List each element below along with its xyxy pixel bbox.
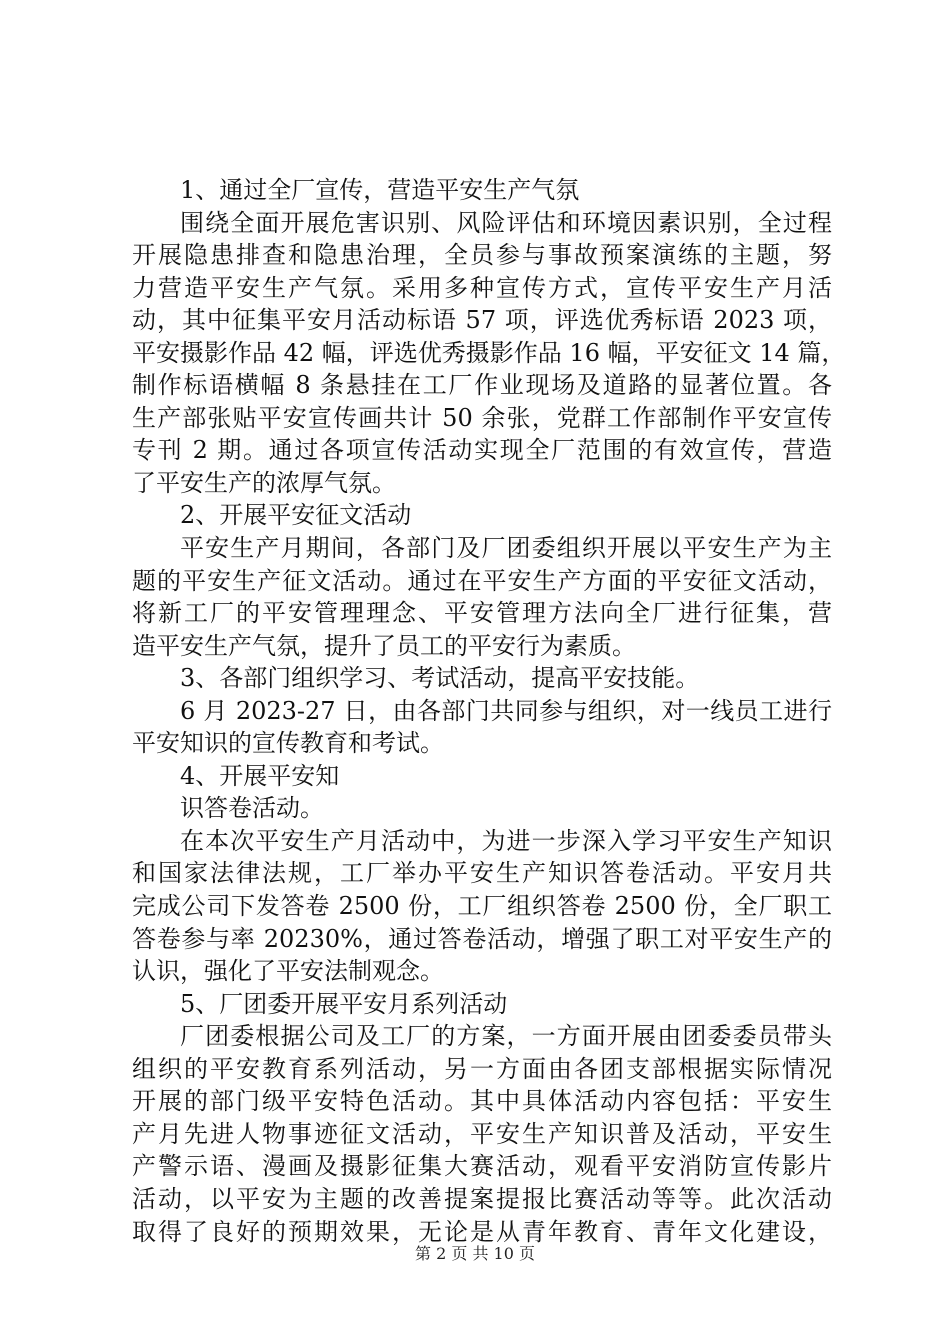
text-line: 产月先进人物事迹征文活动，平安生产知识普及活动，平安生 — [132, 1119, 832, 1148]
text-line: 完成公司下发答卷 2500 份，工厂组织答卷 2500 份，全厂职工 — [132, 892, 832, 921]
text-line: 6 月 2023-27 日，由各部门共同参与组织，对一线员工进行 — [180, 696, 832, 725]
text-line: 力营造平安生产气氛。采用多种宣传方式，宣传平安生产月活 — [132, 273, 832, 302]
text-line: 平安摄影作品 42 幅，评选优秀摄影作品 16 幅，平安征文 14 篇， — [132, 338, 846, 367]
text-line: 平安知识的宣传教育和考试。 — [132, 729, 444, 758]
text-line: 专刊 2 期。通过各项宣传活动实现全厂范围的有效宣传，营造 — [132, 436, 832, 465]
text-line: 和国家法律法规，工厂举办平安生产知识答卷活动。平安月共 — [132, 859, 832, 888]
text-line: 造平安生产气氛，提升了员工的平安行为素质。 — [132, 631, 636, 660]
text-line: 生产部张贴平安宣传画共计 50 余张，党群工作部制作平安宣传 — [132, 403, 832, 432]
text-line: 厂团委根据公司及工厂的方案，一方面开展由团委委员带头 — [180, 1022, 832, 1051]
text-line: 制作标语横幅 8 条悬挂在工厂作业现场及道路的显著位置。各 — [132, 371, 832, 400]
text-line: 3、各部门组织学习、考试活动，提高平安技能。 — [180, 664, 700, 693]
text-line: 开展隐患排查和隐患治理，全员参与事故预案演练的主题，努 — [132, 241, 832, 270]
text-line: 活动，以平安为主题的改善提案提报比赛活动等等。此次活动 — [132, 1184, 832, 1213]
text-line: 组织的平安教育系列活动，另一方面由各团支部根据实际情况 — [132, 1054, 832, 1083]
text-line: 产警示语、漫画及摄影征集大赛活动，观看平安消防宣传影片 — [132, 1152, 832, 1181]
text-line: 动，其中征集平安月活动标语 57 项，评选优秀标语 2023 项， — [132, 306, 832, 335]
text-line: 4、开展平安知 — [180, 761, 340, 790]
text-line: 平安生产月期间，各部门及厂团委组织开展以平安生产为主 — [180, 534, 832, 563]
text-line: 了平安生产的浓厚气氛。 — [132, 468, 396, 497]
text-line: 5、厂团委开展平安月系列活动 — [180, 989, 508, 1018]
page-footer: 第 2 页 共 10 页 — [415, 1244, 535, 1263]
text-line: 开展的部门级平安特色活动。其中具体活动内容包括：平安生 — [132, 1087, 832, 1116]
text-line: 围绕全面开展危害识别、风险评估和环境因素识别，全过程 — [180, 208, 832, 237]
text-line: 认识，强化了平安法制观念。 — [132, 957, 444, 986]
text-line: 将新工厂的平安管理理念、平安管理方法向全厂进行征集，营 — [132, 599, 832, 628]
text-line: 取得了良好的预期效果，无论是从青年教育、青年文化建设， — [132, 1217, 832, 1246]
text-line: 识答卷活动。 — [180, 794, 324, 823]
document-body — [132, 174, 846, 1248]
text-line: 答卷参与率 20230%，通过答卷活动，增强了职工对平安生产的 — [132, 924, 832, 953]
text-line: 1、通过全厂宣传，营造平安生产气氛 — [180, 176, 580, 204]
text-line: 在本次平安生产月活动中，为进一步深入学习平安生产知识 — [180, 826, 832, 855]
text-line: 2、开展平安征文活动 — [180, 501, 412, 530]
text-line: 题的平安生产征文活动。通过在平安生产方面的平安征文活动， — [132, 566, 832, 595]
